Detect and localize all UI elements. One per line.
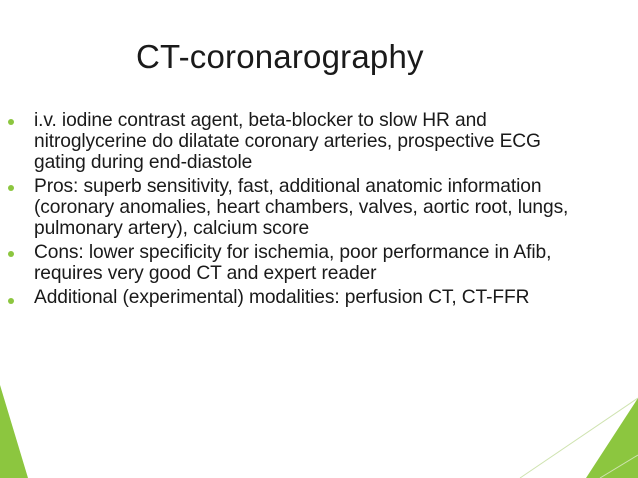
bullet-item [8, 242, 583, 284]
bullet-text: Cons: lower specificity for ischemia, poor performance in Afib, requires very good CT and expert reader [34, 242, 552, 284]
bullet-dot-icon [8, 185, 14, 191]
bullet-dot-icon [8, 251, 14, 257]
bullet-text: Additional (experimental) modalities: perfusion CT, CT-FFR [34, 287, 530, 308]
bullet-item [8, 287, 583, 308]
bullet-item [8, 176, 583, 239]
bullet-text: i.v. iodine contrast agent, beta-blocker to slow HR and nitroglycerine do dilatate coronary arteries, prospective ECG gating during end-diastole [34, 110, 541, 173]
corner-accent-shape [586, 398, 638, 478]
bullet-item [8, 110, 583, 173]
bullet-dot-icon [8, 119, 14, 125]
bullet-dot-icon [8, 298, 14, 304]
bullet-text: Pros: superb sensitivity, fast, additional anatomic information (coronary anomalies, heart chambers, valves, aortic root, lungs, pulmonary artery), calcium score [34, 176, 569, 239]
bullet-list [8, 110, 583, 311]
left-accent-shape [0, 385, 28, 478]
slide-title: CT-coronarography [136, 38, 424, 75]
